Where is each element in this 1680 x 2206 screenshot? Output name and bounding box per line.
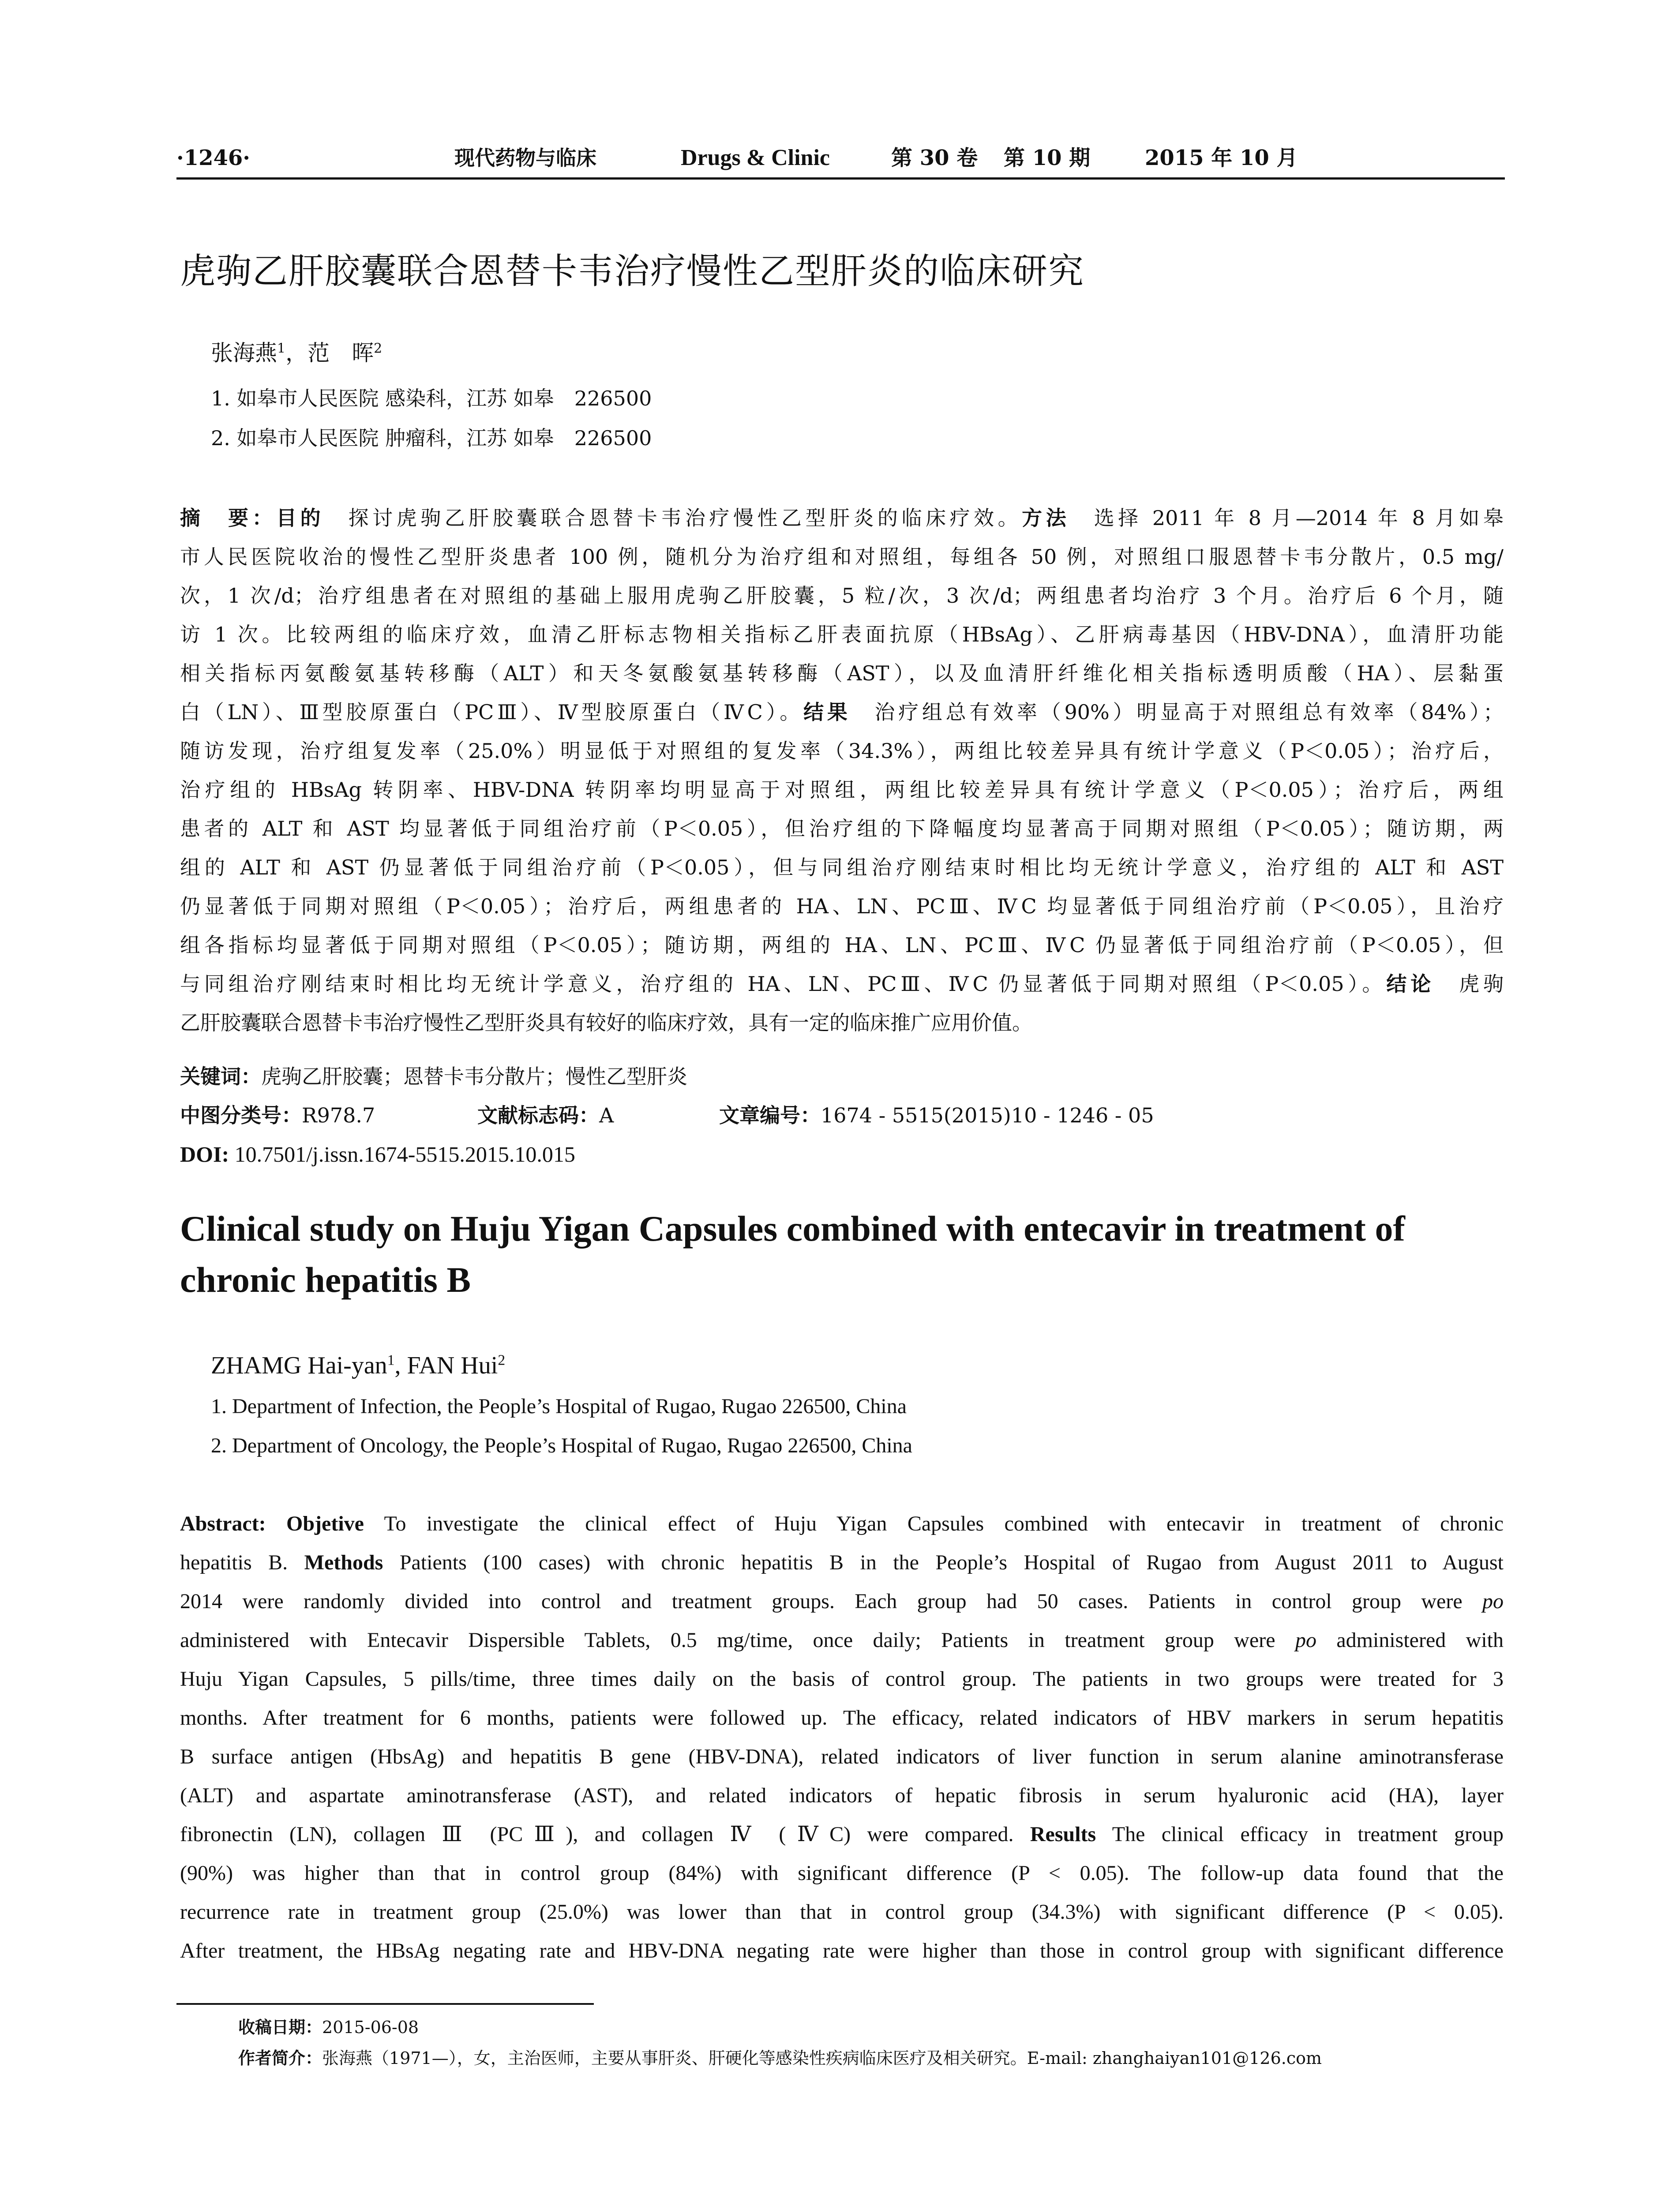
abstract-cn-line: 组的 ALT 和 AST 仍显著低于同组治疗前（P＜0.05），但与同组治疗刚结束时相比均无统计学意义，治疗组的 ALT 和 AST: [180, 855, 1504, 879]
abstract-cn-line: 组各指标均显著低于同期对照组（P＜0.05）；随访期，两组的 HA、LN、PCⅢ、ⅣC 仍显著低于同组治疗前（P＜0.05），但: [180, 933, 1504, 957]
title-en: Clinical study on Huju Yigan Capsules combined with entecavir in treatment of chronic hepatitis B: [180, 1208, 1405, 1300]
abstract-en-line: After treatment, the HBsAg negating rate and HBV-DNA negating rate were higher than those in control group with significant difference: [180, 1939, 1504, 1962]
abstract-cn-line: 乙肝胶囊联合恩替卡韦治疗慢性乙型肝炎具有较好的临床疗效，具有一定的临床推广应用价值。: [180, 1011, 1032, 1035]
doc-code: [477, 1098, 614, 1133]
author-1-en-affil: 1: [387, 1352, 395, 1369]
received-label: 收稿日期：: [238, 2018, 322, 2037]
abstract-en-line: B surface antigen (HbsAg) and hepatitis B gene (HBV-DNA), related indicators of liver function in serum alanine aminotransferase: [180, 1745, 1504, 1768]
abstract-en-line: (ALT) and aspartate aminotransferase (AST), and related indicators of hepatic fibrosis in serum hyaluronic acid (HA), layer: [180, 1784, 1504, 1807]
volume: 第 30 卷: [891, 146, 978, 170]
author-bio-value: 张海燕（1971—），女，主治医师，主要从事肝炎、肝硬化等感染性疾病临床医疗及相关研究。E-mail: zhanghaiyan101@126.com: [322, 2048, 1322, 2068]
author-2-affil: 2: [374, 341, 382, 356]
abstract-en-line: administered with Entecavir Dispersible Tablets, 0.5 mg/time, once daily; Patients in treatment group were po administered with: [180, 1628, 1504, 1652]
article-number-value: 1674 - 5515(2015)10 - 1246 - 05: [821, 1103, 1154, 1127]
author-2: 范 晖: [308, 340, 374, 366]
article-number-label: 文章编号：: [719, 1103, 821, 1127]
abstract-cn-line: 白（LN）、Ⅲ型胶原蛋白（PCⅢ）、Ⅳ型胶原蛋白（ⅣC）。结果 治疗组总有效率（90%）明显高于对照组总有效率（84%）；: [180, 700, 1504, 724]
author-1: 张海燕: [211, 340, 277, 366]
author-bio: [238, 2044, 1322, 2073]
doi-label: DOI:: [180, 1142, 229, 1167]
issue: 第 10 期: [1004, 146, 1091, 170]
abstract-cn-line: 患者的 ALT 和 AST 均显著低于同组治疗前（P＜0.05），但治疗组的下降幅度均显著高于同期对照组（P＜0.05）；随访期，两: [180, 817, 1504, 840]
affiliation-cn-2: 2. 如皋市人民医院 肿瘤科，江苏 如皋 226500: [211, 426, 652, 450]
abstract-en-line: 2014 were randomly divided into control and treatment groups. Each group had 50 cases. Patients in control group were po: [180, 1590, 1504, 1613]
authors-en: [211, 1348, 505, 1383]
received-value: 2015-06-08: [322, 2018, 419, 2037]
doc-code-label: 文献标志码：: [477, 1103, 599, 1127]
author-2-en-affil: 2: [498, 1352, 506, 1369]
abstract-en-line: (90%) was higher than that in control group (84%) with significant difference (P < 0.05). The follow-up data found that the: [180, 1861, 1504, 1885]
received-date: [238, 2013, 419, 2042]
affiliation-cn-1: 1. 如皋市人民医院 感染科，江苏 如皋 226500: [211, 386, 652, 410]
journal-name-cn: 现代药物与临床: [454, 146, 596, 170]
abstract-en-line: Huju Yigan Capsules, 5 pills/time, three times daily on the basis of control group. The patients in two groups were treated for 3: [180, 1667, 1504, 1691]
article-number: [719, 1098, 1154, 1133]
abstract-cn-line: 摘 要：目的 探讨虎驹乙肝胶囊联合恩替卡韦治疗慢性乙型肝炎的临床疗效。方法 选择 2011 年 8 月—2014 年 8 月如皋: [180, 506, 1504, 530]
doc-code-value: A: [599, 1103, 614, 1127]
author-1-en: ZHAMG Hai-yan: [211, 1352, 387, 1379]
abstract-en-line: recurrence rate in treatment group (25.0%) was lower than that in control group (34.3%) with significant difference (P < 0.05).: [180, 1900, 1504, 1924]
author-separator: ，: [285, 340, 308, 366]
abstract-en-line: hepatitis B. Methods Patients (100 cases) with chronic hepatitis B in the People’s Hospital of Rugao from August 2011 to August: [180, 1551, 1504, 1574]
clc-value: R978.7: [302, 1103, 375, 1127]
keywords-cn: [180, 1059, 687, 1094]
abstract-cn-line: 仍显著低于同期对照组（P＜0.05）；治疗后，两组患者的 HA、LN、PCⅢ、ⅣC 均显著低于同组治疗前（P＜0.05），且治疗: [180, 894, 1504, 918]
keywords-value: 虎驹乙肝胶囊；恩替卡韦分散片；慢性乙型肝炎: [261, 1065, 687, 1088]
title-cn: 虎驹乙肝胶囊联合恩替卡韦治疗慢性乙型肝炎的临床研究: [180, 251, 1084, 292]
abstract-en: [180, 1504, 1504, 1970]
abstract-cn-line: 次，1 次/d；治疗组患者在对照组的基础上服用虎驹乙肝胶囊，5 粒/次，3 次/d；两组患者均治疗 3 个月。治疗后 6 个月，随: [180, 584, 1504, 608]
author-en-separator: ,: [394, 1352, 407, 1379]
affiliation-en-1: 1. Department of Infection, the People’s Hospital of Rugao, Rugao 226500, China: [211, 1395, 907, 1418]
keywords-label: 关键词：: [180, 1065, 261, 1088]
abstract-en-line: fibronectin (LN), collagen Ⅲ (PCⅢ), and collagen Ⅳ (ⅣC) were compared. Results The clinical efficacy in treatment group: [180, 1823, 1504, 1846]
author-2-en: FAN Hui: [407, 1352, 498, 1379]
journal-name-en: Drugs & Clinic: [681, 145, 830, 170]
affiliation-en-2: 2. Department of Oncology, the People’s Hospital of Rugao, Rugao 226500, China: [211, 1434, 912, 1457]
doi: [180, 1137, 575, 1172]
author-bio-label: 作者简介：: [238, 2048, 322, 2068]
abstract-en-line: months. After treatment for 6 months, patients were followed up. The efficacy, related indicators of HBV markers in serum hepatitis: [180, 1706, 1504, 1730]
clc-label: 中图分类号：: [180, 1103, 302, 1127]
footnote-rule: [176, 2003, 594, 2005]
classification-row: [180, 1098, 375, 1133]
abstract-en-line: Abstract: Objetive To investigate the clinical effect of Huju Yigan Capsules combined with entecavir in treatment of chronic: [180, 1512, 1504, 1535]
abstract-cn-line: 相关指标丙氨酸氨基转移酶（ALT）和天冬氨酸氨基转移酶（AST），以及血清肝纤维化相关指标透明质酸（HA）、层黏蛋: [180, 661, 1504, 685]
abstract-cn-line: 访 1 次。比较两组的临床疗效，血清乙肝标志物相关指标乙肝表面抗原（HBsAg）、乙肝病毒基因（HBV-DNA），血清肝功能: [180, 623, 1504, 646]
doi-value: 10.7501/j.issn.1674-5515.2015.10.015: [234, 1142, 575, 1167]
abstract-cn-line: 市人民医院收治的慢性乙型肝炎患者 100 例，随机分为治疗组和对照组，每组各 50 例，对照组口服恩替卡韦分散片，0.5 mg/: [180, 545, 1504, 569]
abstract-cn-line: 治疗组的 HBsAg 转阴率、HBV-DNA 转阴率均明显高于对照组，两组比较差异具有统计学意义（P＜0.05）；治疗后，两组: [180, 778, 1504, 802]
author-1-affil: 1: [277, 341, 286, 356]
authors-cn: [211, 335, 382, 371]
header-rule: [176, 177, 1505, 180]
page-number: ·1246·: [176, 146, 251, 170]
abstract-cn-line: 随访发现，治疗组复发率（25.0%）明显低于对照组的复发率（34.3%），两组比较差异具有统计学意义（P＜0.05）；治疗后，: [180, 739, 1504, 763]
abstract-cn-line: 与同组治疗刚结束时相比均无统计学意义，治疗组的 HA、LN、PCⅢ、ⅣC 仍显著低于同期对照组（P＜0.05）。结论 虎驹: [180, 972, 1504, 996]
issue-date: 2015 年 10 月: [1145, 146, 1298, 170]
abstract-cn: [180, 499, 1504, 1042]
